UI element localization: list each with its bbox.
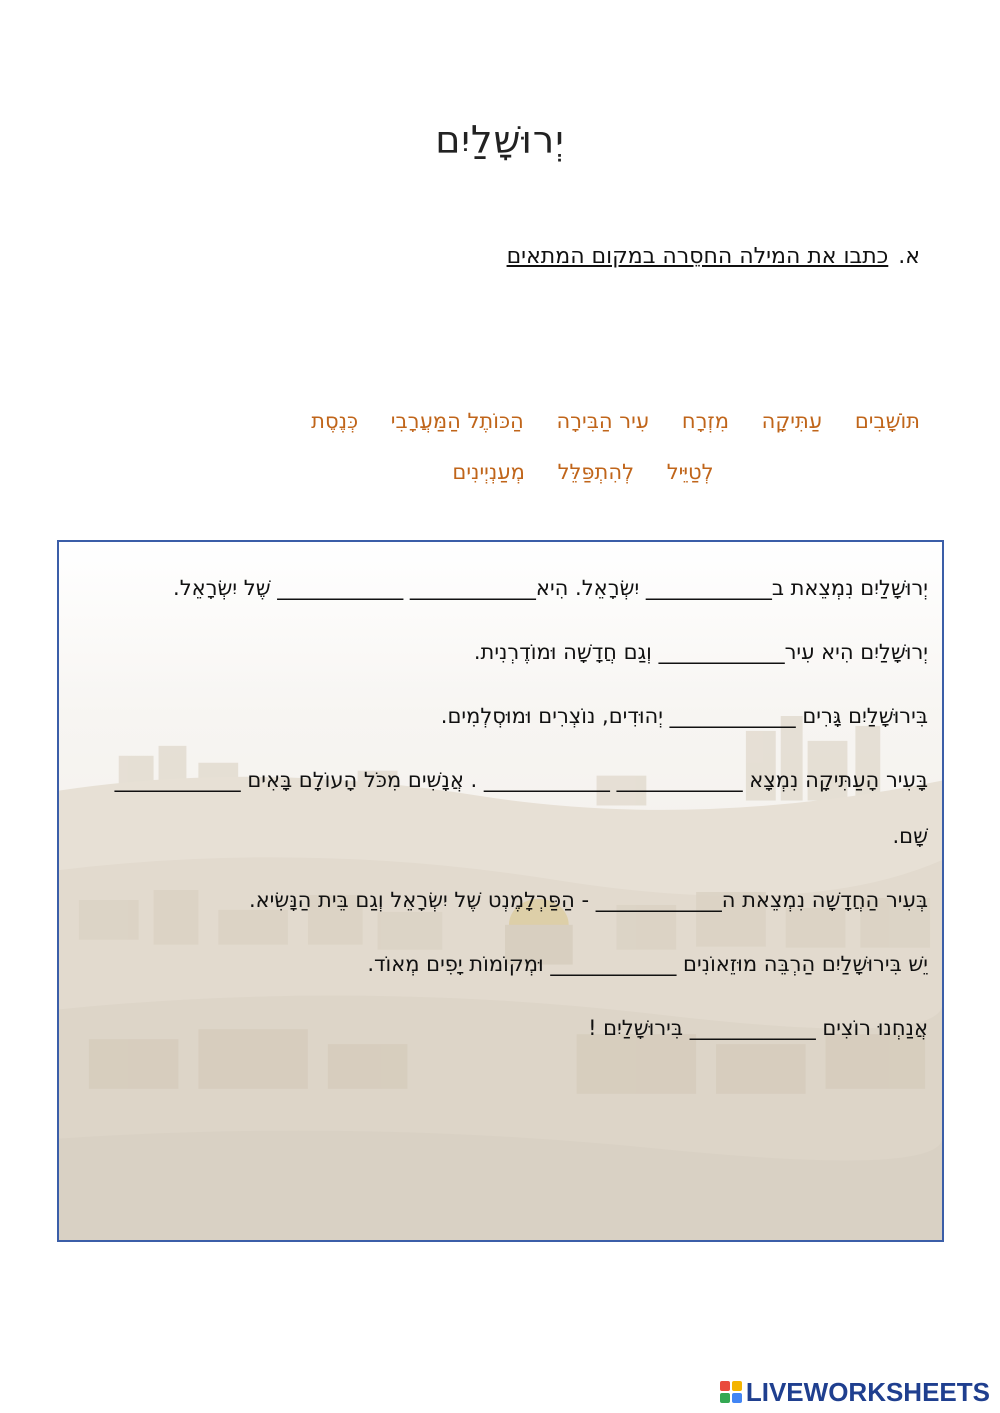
word-bank	[220, 396, 920, 498]
sentence-1[interactable]: יְרוּשָׁלַיִם נִמְצֵאת ב____________ יִשְׂרָאֵל. הִיא____________ ____________ שֶׁל יִשְׂרָאֵל.	[173, 576, 928, 600]
sentence-6[interactable]: יֵשׁ בִּירוּשָׁלַיִם הַרְבֵּה מוּזֵאוֹנִים ____________ וּמְקוֹמוֹת יָפִים מְאוֹד.	[367, 952, 928, 976]
logo-text: LIVEWORKSHEETS	[745, 1376, 990, 1407]
word-bank-item[interactable]: תּוֹשָׁבִים	[854, 409, 920, 433]
logo-square-yellow	[732, 1381, 742, 1391]
sentences	[73, 560, 928, 1064]
word-bank-item[interactable]: עַתִּיקָה	[761, 409, 823, 433]
word-bank-row-1	[220, 396, 920, 447]
word-bank-item[interactable]: מִזְרָח	[681, 409, 729, 433]
word-bank-item[interactable]: לְטַיֵּיל	[666, 460, 714, 484]
logo-square-green	[720, 1393, 730, 1403]
instruction	[507, 244, 920, 269]
sentence-7[interactable]: אֲנַחְנוּ רוֹצִים ____________ בִּירוּשָׁלַיִם !	[588, 1016, 928, 1040]
sentence-4[interactable]: בָּעִיר הָעַתִּיקָה נִמְצָא ____________ ____________ . אֲנָשִׁים מִכֹּל הָעוֹלָם בָּאִים ____________ שָׁם.	[114, 768, 928, 848]
instruction-letter: א.	[898, 244, 920, 269]
sentence-2[interactable]: יְרוּשָׁלַיִם הִיא עִיר____________ וְגַם חֲדָשָׁה וּמוֹדֶרְנִית.	[473, 640, 928, 664]
logo-icon	[720, 1381, 742, 1403]
word-bank-row-2	[220, 447, 920, 498]
word-bank-item[interactable]: מְעַנְיְינִים	[452, 460, 525, 484]
logo-square-blue	[732, 1393, 742, 1403]
instruction-text: כתבו את המילה החסֵרה במקום המתאים	[506, 244, 889, 269]
word-bank-item[interactable]: כְּנֶסֶת	[311, 409, 359, 433]
word-bank-item[interactable]: לְהִתְפַּלֵּל	[557, 460, 635, 484]
word-bank-item[interactable]: הַכּוֹתֶל הַמַּעֲרָבִי	[390, 409, 524, 433]
liveworksheets-logo[interactable]	[720, 1377, 990, 1407]
logo-square-red	[720, 1381, 730, 1391]
sentence-5[interactable]: בְּעִיר הַחֲדָשָׁה נִמְצֵאת ה____________ - הַפַּרְלָמֶנְט שֶׁל יִשְׂרָאֵל וְגַם בֵּית הַנָּשִׂיא.	[248, 888, 928, 912]
page-title: יְרוּשָׁלַיִם	[435, 118, 565, 162]
sentence-3[interactable]: בִּירוּשָׁלַיִם גָּרִים ____________ יְהוּדִים, נוֹצְרִים וּמוּסְלְמִים.	[440, 704, 928, 728]
exercise-frame	[57, 540, 944, 1242]
word-bank-item[interactable]: עִיר הַבִּירָה	[556, 409, 650, 433]
